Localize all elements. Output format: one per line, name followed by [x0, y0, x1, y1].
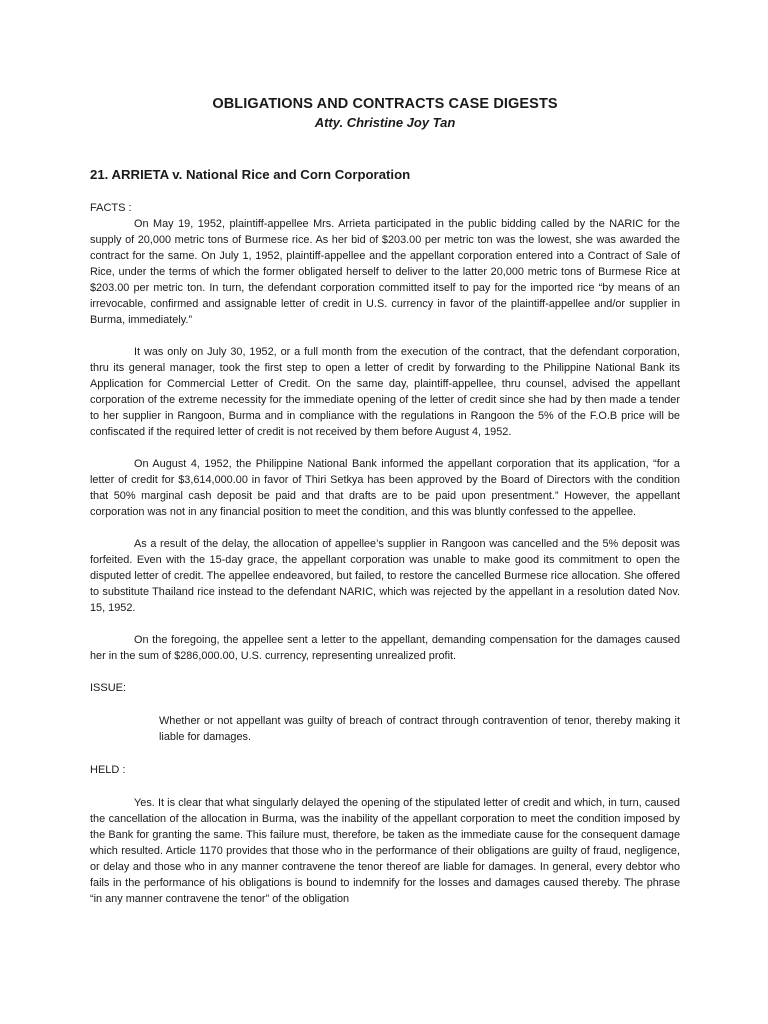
issue-text: Whether or not appellant was guilty of breach of contract through contravention of tenor, thereby making it liable for damages. — [159, 715, 680, 743]
facts-paragraph-1: On May 19, 1952, plaintiff-appellee Mrs. Arrieta participated in the public bidding called by the NARIC for the supply of 20,000 metric tons of Burmese rice. As her bid of $203.00 per metric ton was the lowest, she was awarded the contract for the same. On July 1, 1952, plaintiff-appellee and the appellant corporation entered into a Contract of Sale of Rice, under the terms of which the former obligated herself to deliver to the latter 20,000 metric tons of Burmese Rice at $203.00 per metric ton. In turn, the defendant corporation committed itself to pay for the imported rice “by means of an irrevocable, confirmed and assignable letter of credit in U.S. currency in favor of the plaintiff-appellee and/or supplier in Burma, immediately.” — [90, 218, 680, 326]
document-author: Atty. Christine Joy Tan — [314, 115, 456, 130]
held-paragraph: Yes. It is clear that what singularly delayed the opening of the stipulated letter of credit and which, in turn, caused the cancellation of the allocation in Burma, was the inability of the appellant corporation to meet the condition imposed by the Bank for granting the same. This failure must, therefore, be taken as the immediate cause for the consequent damage which resulted. Article 1170 provides that those who in the performance of their obligations are guilty of fraud, negligence, or delay and those who in any manner contravene the tenor thereof are liable for damages. In general, every debtor who fails in the performance of his obligations is bound to indemnify for the losses and damages caused thereby. The phrase “in any manner contravene the tenor” of the obligation — [90, 797, 680, 905]
facts-paragraph-4: As a result of the delay, the allocation of appellee’s supplier in Rangoon was cancelled and the 5% deposit was forfeited. Even with the 15-day grace, the appellant corporation was unable to make good its commitment to open the disputed letter of credit. The appellee endeavored, but failed, to restore the cancelled Burmese rice allocation. She offered to substitute Thailand rice instead to the defendant NARIC, which was rejected by the appellant in a resolution dated Nov. 15, 1952. — [90, 538, 680, 614]
case-title: 21. ARRIETA v. National Rice and Corn Corporation — [90, 167, 411, 182]
issue-label: ISSUE: — [90, 682, 127, 694]
facts-paragraph-2: It was only on July 30, 1952, or a full month from the execution of the contract, that the defendant corporation, thru its general manager, took the first step to open a letter of credit by forwarding to the Philippine National Bank its Application for Commercial Letter of Credit. On the same day, plaintiff-appellee, thru counsel, advised the appellant corporation of the extreme necessity for the immediate opening of the letter of credit since she had by then made a tender to her supplier in Rangoon, Burma and in compliance with the regulations in Rangoon the 5% of the F.O.B price will be confiscated if the required letter of credit is not received by them before August 4, 1952. — [90, 346, 680, 438]
facts-paragraph-5: On the foregoing, the appellee sent a letter to the appellant, demanding compensation for the damages caused her in the sum of $286,000.00, U.S. currency, representing unrealized profit. — [90, 634, 680, 662]
held-label: HELD : — [90, 764, 126, 776]
document-title: OBLIGATIONS AND CONTRACTS CASE DIGESTS — [212, 96, 558, 112]
facts-label: FACTS : — [90, 202, 132, 214]
facts-paragraph-3: On August 4, 1952, the Philippine National Bank informed the appellant corporation that its application, “for a letter of credit for $3,614,000.00 in favor of Thiri Setkya has been approved by the Board of Directors with the condition that 50% marginal cash deposit be paid and that drafts are to be paid upon presentment.” However, the appellant corporation was not in any financial position to meet the condition, and this was bluntly confessed to the appellee. — [90, 458, 680, 518]
